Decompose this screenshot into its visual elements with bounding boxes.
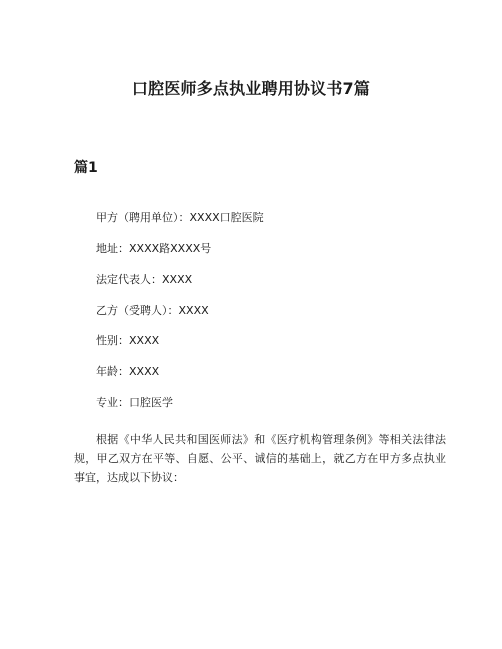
legal-representative-field: 法定代表人：XXXX (96, 273, 193, 286)
document-title: 口腔医师多点执业聘用协议书7篇 (131, 79, 371, 98)
age-field: 年龄：XXXX (96, 365, 160, 378)
party-b-field: 乙方（受聘人）：XXXX (96, 304, 209, 317)
address-field: 地址：XXXX路XXXX号 (96, 242, 212, 255)
gender-field: 性别：XXXX (96, 334, 160, 347)
agreement-paragraph: 根据《中华人民共和国医师法》和《医疗机构管理条例》等相关法律法规，甲乙双方在平等、自愿、公平、诚信的基础上，就乙方在甲方多点执业事宜，达成以下协议： (74, 433, 446, 484)
party-a-field: 甲方（聘用单位）：XXXX口腔医院 (96, 211, 264, 224)
specialty-field: 专业：口腔医学 (96, 396, 173, 409)
section-heading: 篇1 (74, 160, 98, 176)
